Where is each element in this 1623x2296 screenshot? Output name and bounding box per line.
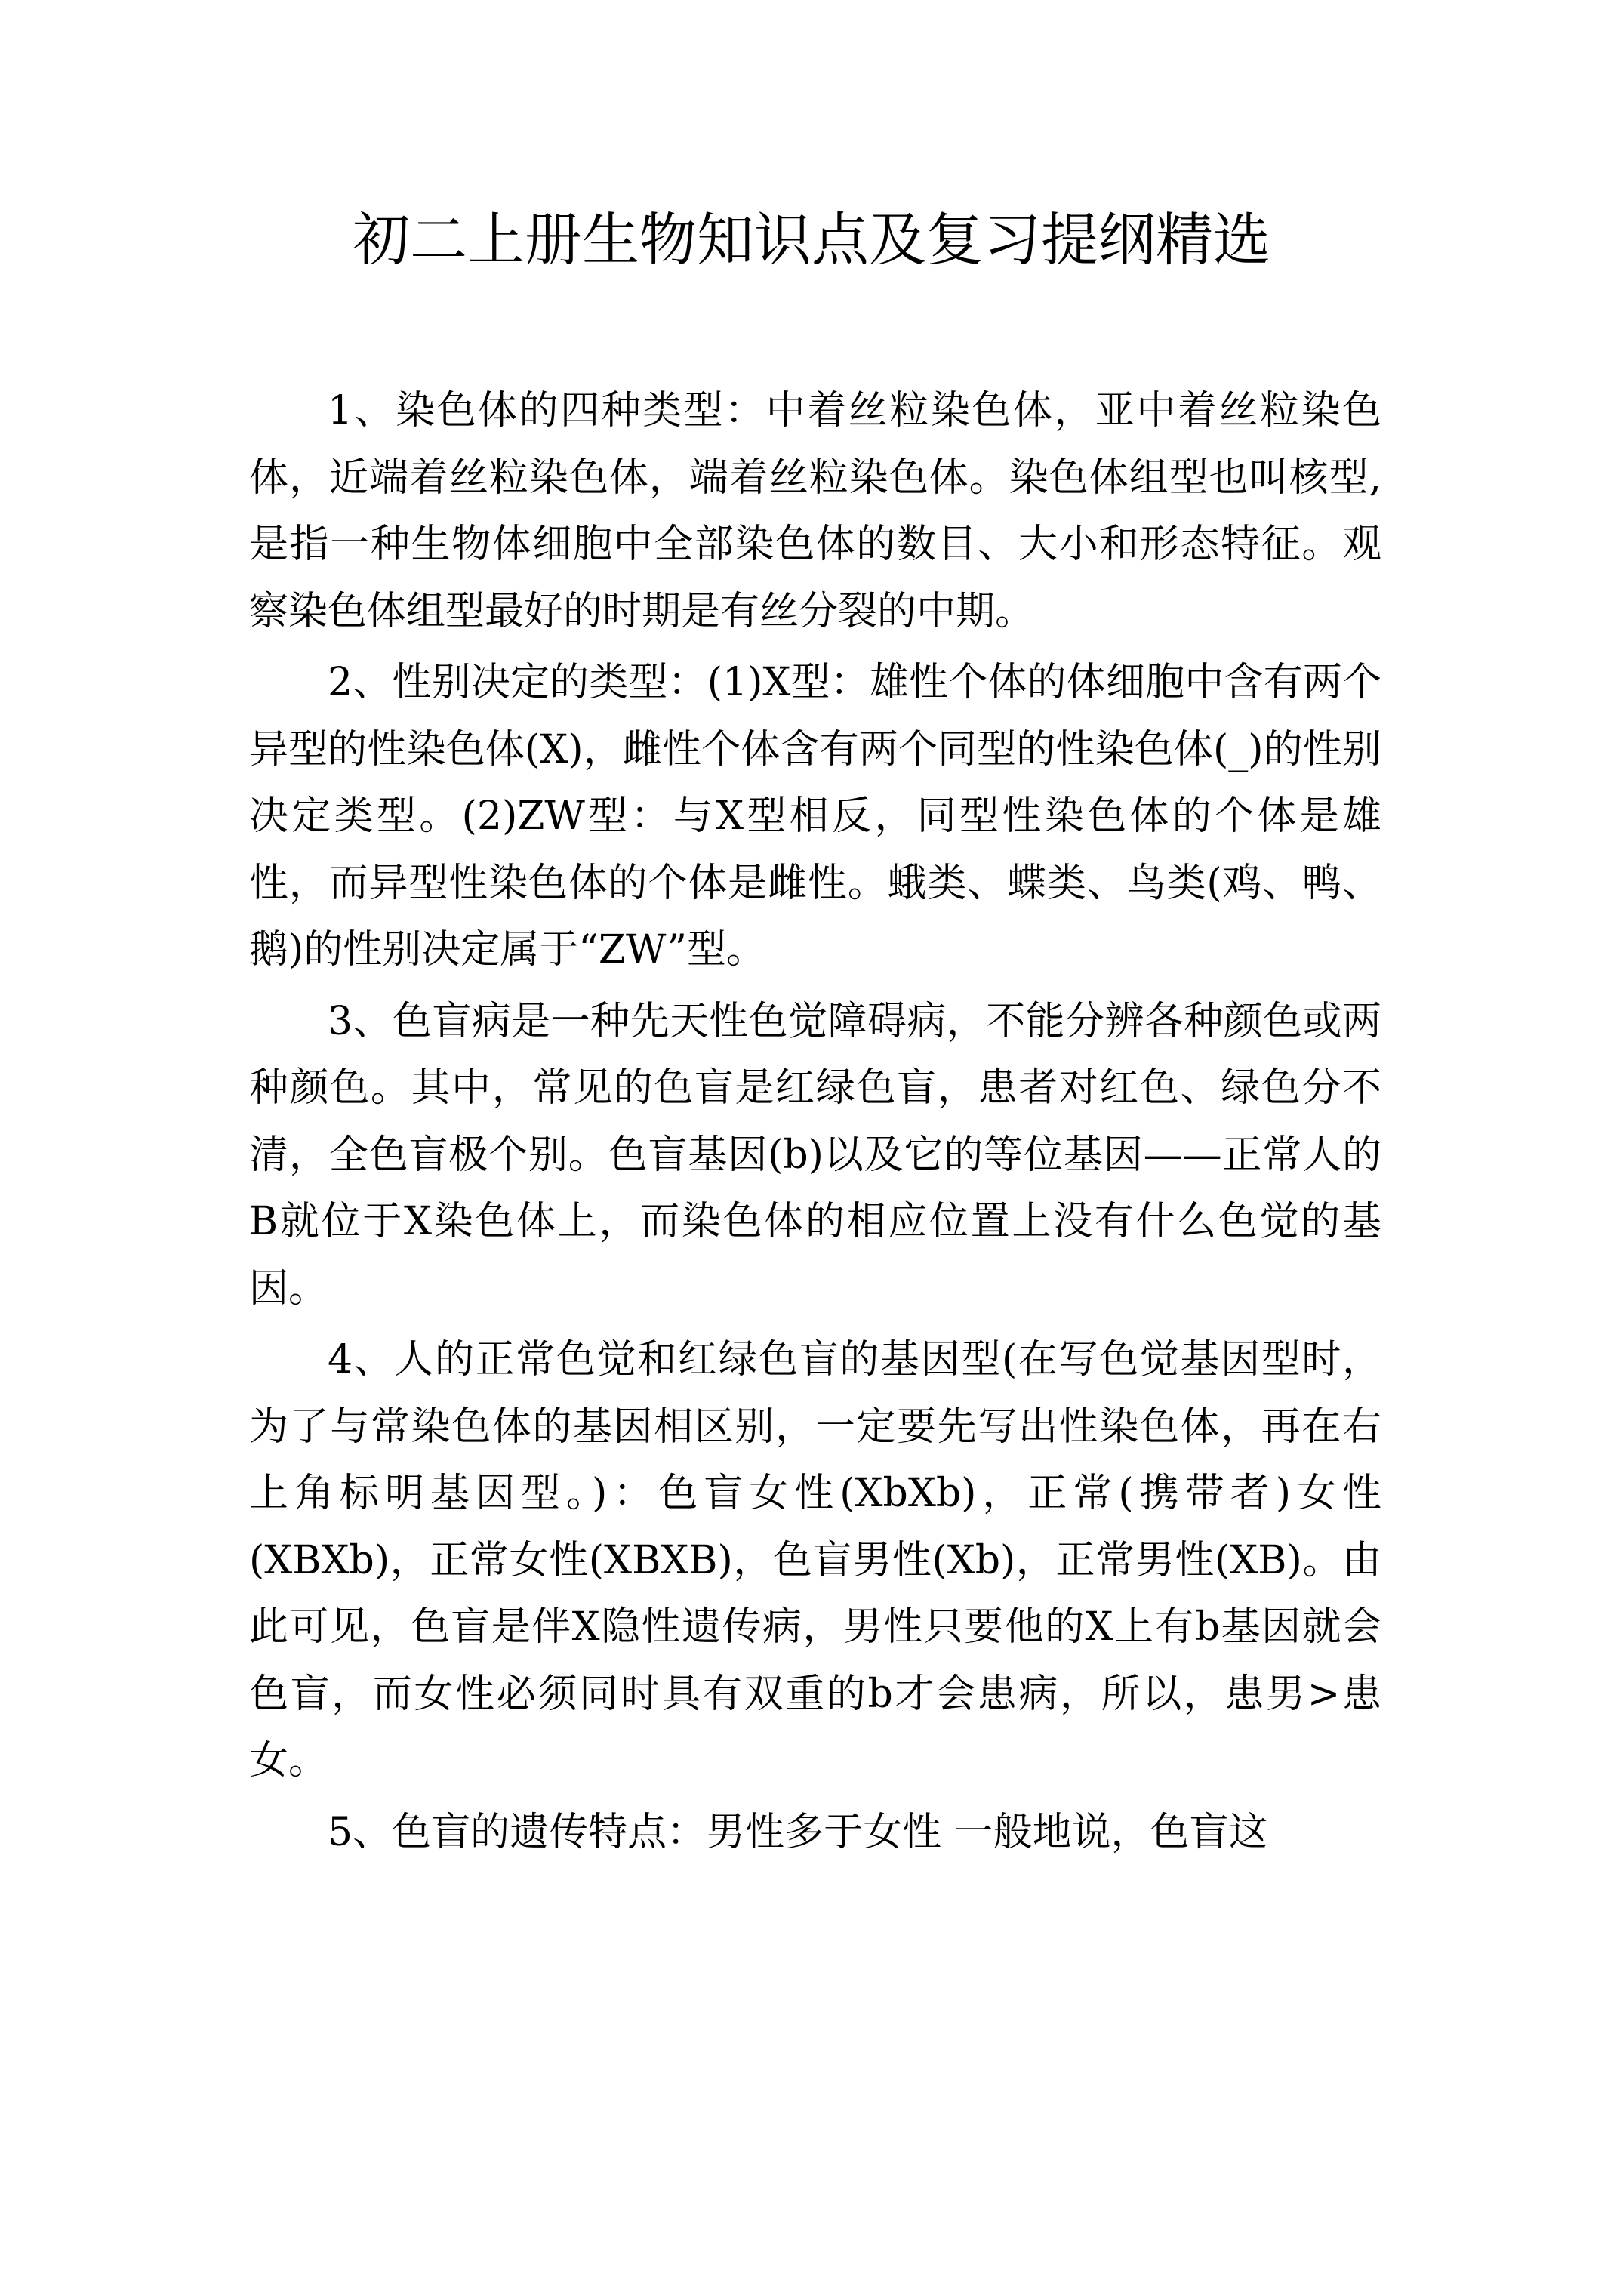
paragraph-1: 1、染色体的四种类型：中着丝粒染色体，亚中着丝粒染色体，近端着丝粒染色体，端着丝粒染色体。染色体组型也叫核型,是指一种生物体细胞中全部染色体的数目、大小和形态特征。观察染色体组型最好的时期是有丝分裂的中期。 <box>249 388 1381 634</box>
paragraph-4: 4、人的正常色觉和红绿色盲的基因型(在写色觉基因型时，为了与常染色体的基因相区别，一定要先写出性染色体，再在右上角标明基因型。)：色盲女性(XbXb)，正常(携带者)女性(XBXb)，正常女性(XBXB)，色盲男性(Xb)，正常男性(XB)。由此可见，色盲是伴X隐性遗传病，男性只要他的X上有b基因就会色盲，而女性必须同时具有双重的b才会患病，所以，患男>患女。 <box>249 1337 1381 1783</box>
document-body <box>249 378 1381 1870</box>
paragraph-2: 2、性别决定的类型：(1)X型：雄性个体的体细胞中含有两个异型的性染色体(X)，雌性个体含有两个同型的性染色体(_)的性别决定类型。(2)ZW型：与X型相反，同型性染色体的个体是雄性，而异型性染色体的个体是雌性。蛾类、蝶类、鸟类(鸡、鸭、鹅)的性别决定属于“ZW”型。 <box>249 660 1381 972</box>
paragraph-5: 5、色盲的遗传特点：男性多于女性 一般地说，色盲这 <box>328 1809 1268 1855</box>
paragraph-3: 3、色盲病是一种先天性色觉障碍病，不能分辨各种颜色或两种颜色。其中，常见的色盲是红绿色盲，患者对红色、绿色分不清，全色盲极个别。色盲基因(b)以及它的等位基因——正常人的B就位于X染色体上，而染色体的相应位置上没有什么色觉的基因。 <box>249 998 1381 1311</box>
document-title: 初二上册生物知识点及复习提纲精选 <box>353 206 1270 273</box>
